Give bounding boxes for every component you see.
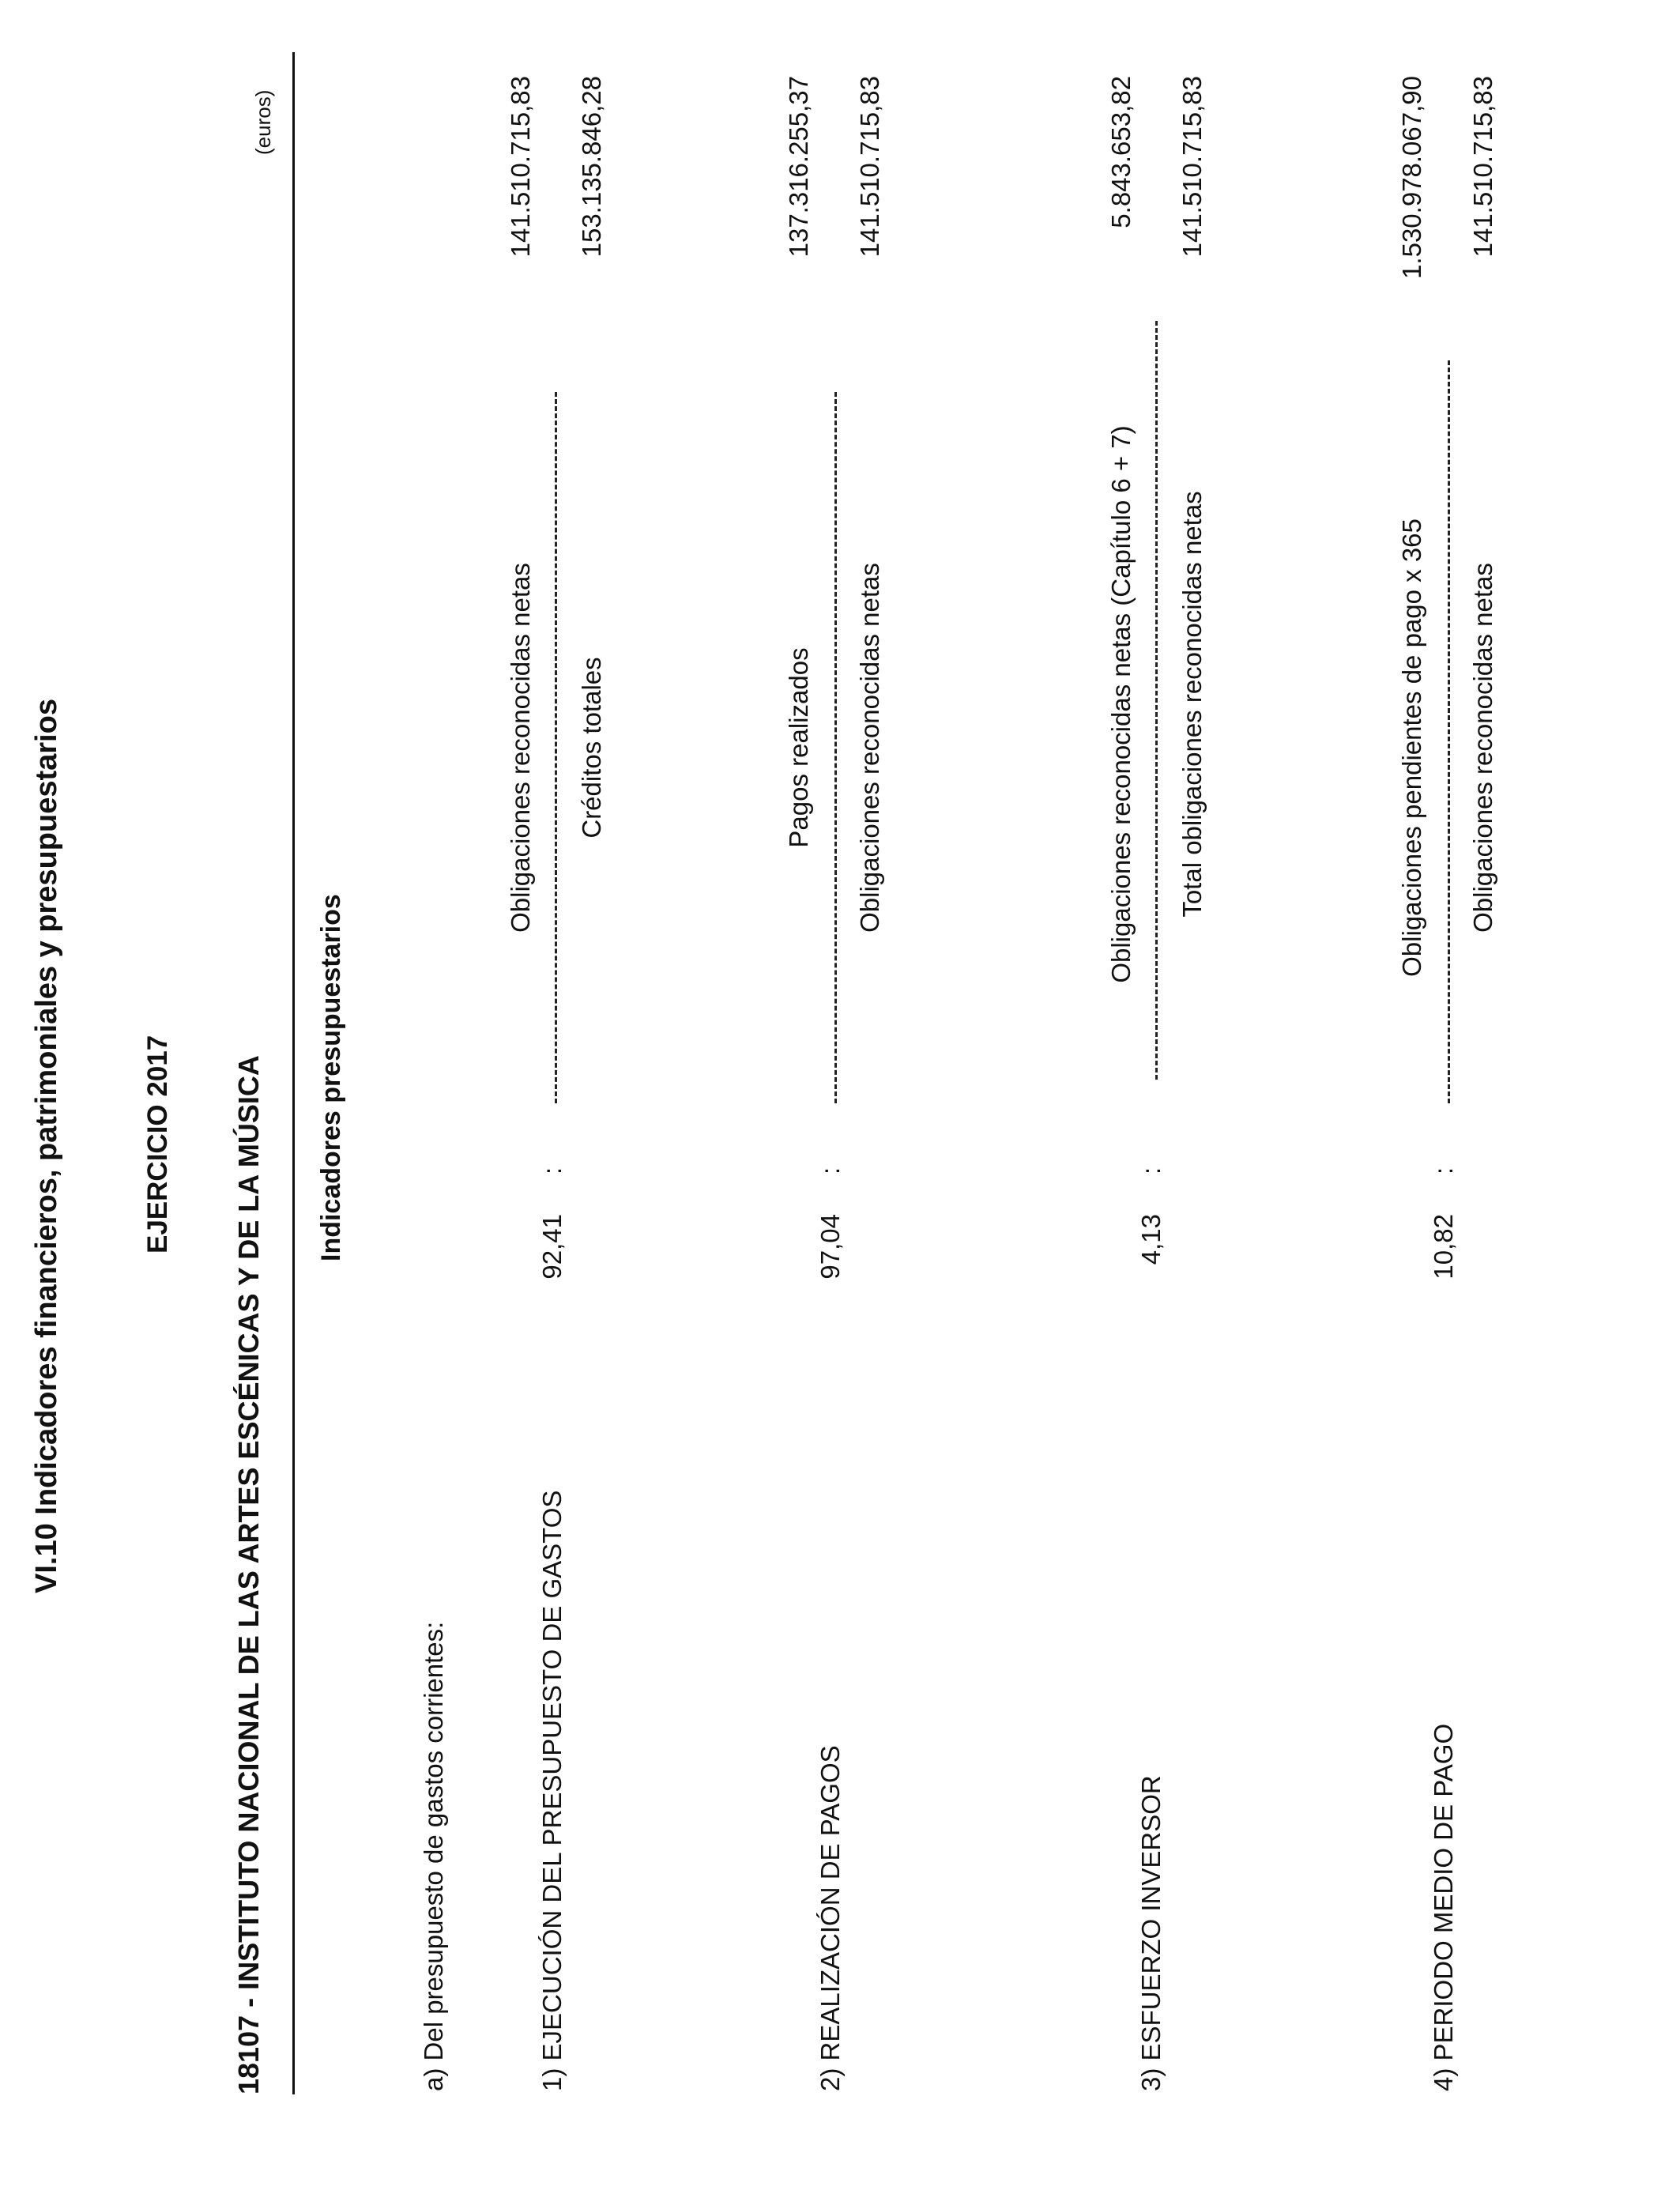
- indicator-numerator-value: 137.316.255,37: [784, 76, 813, 258]
- indicator-denominator-label: Obligaciones reconocidas netas: [1468, 563, 1497, 933]
- indicator-label: 4) PERIODO MEDIO DE PAGO: [1429, 1723, 1458, 2091]
- indicator-separator: :: [816, 1167, 845, 1174]
- indicator-label: 3) ESFUERZO INVERSOR: [1136, 1775, 1166, 2091]
- indicator-denominator-value: 141.510.715,83: [855, 76, 884, 258]
- fraction-line: [555, 392, 557, 1103]
- indicator-separator: :: [537, 1167, 567, 1174]
- subsection-label: a) Del presupuesto de gastos corrientes:: [419, 1621, 448, 2091]
- indicator-numerator-value: 141.510.715,83: [506, 76, 535, 258]
- indicator-separator: :: [1136, 1167, 1166, 1174]
- units-label: (euros): [251, 89, 275, 155]
- fraction-line: [834, 392, 837, 1103]
- indicator-denominator-value: 141.510.715,83: [1177, 76, 1207, 258]
- indicator-denominator-value: 141.510.715,83: [1468, 76, 1497, 258]
- indicator-label: 2) REALIZACIÓN DE PAGOS: [816, 1745, 845, 2091]
- header-rule: [292, 52, 295, 2094]
- indicator-value: 10,82: [1429, 1214, 1458, 1280]
- indicator-numerator-label: Pagos realizados: [784, 647, 813, 848]
- indicator-label: 1) EJECUCIÓN DEL PRESUPUESTO DE GASTOS: [537, 1490, 567, 2091]
- fraction-line: [1155, 321, 1158, 1080]
- indicator-numerator-value: 1.530.978.067,90: [1397, 76, 1426, 279]
- page-title: VI.10 Indicadores financieros, patrimoniales y presupuestarios: [30, 699, 63, 1593]
- indicator-numerator-label: Obligaciones reconocidas netas (Capítulo 6 + 7): [1106, 425, 1136, 983]
- exercise-heading: EJERCICIO 2017: [142, 1035, 173, 1253]
- indicator-numerator-label: Obligaciones pendientes de pago x 365: [1397, 518, 1426, 977]
- indicator-value: 4,13: [1136, 1214, 1166, 1265]
- indicator-value: 92,41: [537, 1214, 567, 1280]
- indicator-value: 97,04: [816, 1214, 845, 1280]
- indicator-numerator-label: Obligaciones reconocidas netas: [506, 563, 535, 933]
- entity-heading: 18107 - INSTITUTO NACIONAL DE LAS ARTES ESCÉNICAS Y DE LA MÚSICA: [232, 1055, 265, 2094]
- indicator-denominator-label: Total obligaciones reconocidas netas: [1177, 491, 1207, 918]
- fraction-line: [1448, 360, 1450, 1103]
- indicator-denominator-value: 153.135.846,28: [577, 76, 606, 258]
- section-heading: Indicadores presupuestarios: [316, 894, 346, 1261]
- indicator-denominator-label: Obligaciones reconocidas netas: [855, 563, 884, 933]
- indicator-numerator-value: 5.843.653,82: [1106, 76, 1136, 228]
- indicator-denominator-label: Créditos totales: [577, 657, 606, 839]
- indicator-separator: :: [1429, 1167, 1458, 1174]
